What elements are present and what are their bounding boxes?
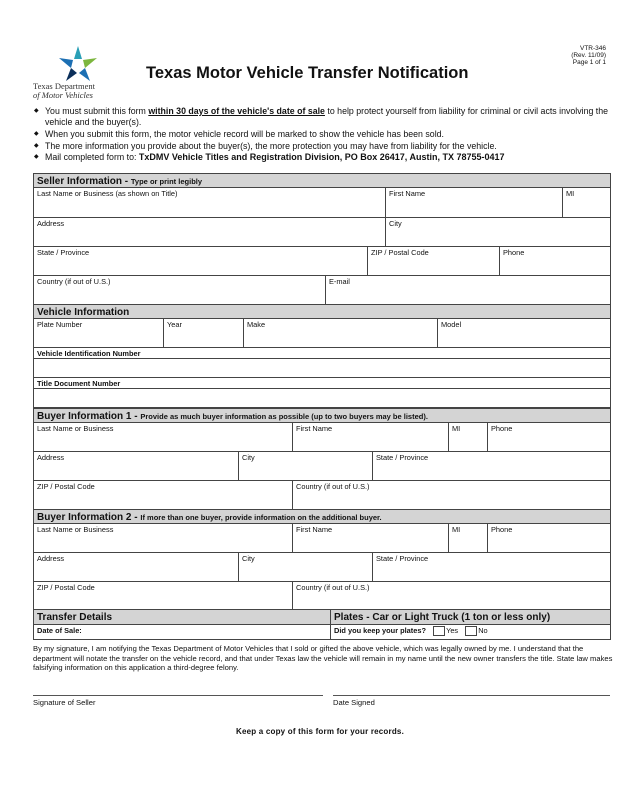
buyer2-country-field[interactable]: Country (if out of U.S.) [293,582,611,611]
section-note: Provide as much buyer information as possible (up to two buyers may be listed). [140,412,428,421]
agency-line-2: of Motor Vehicles [33,90,93,100]
seller-mi-field[interactable]: MI [563,188,611,218]
instruction-item [34,152,614,163]
instruction-text: Mail completed form to: [45,152,139,163]
seller-signature-label: Signature of Seller [33,698,96,707]
section-title: Seller Information - [37,176,131,187]
seller-state-field[interactable]: State / Province [34,247,368,276]
buyer1-mi-field[interactable]: MI [449,423,488,452]
agency-name [33,82,95,100]
instruction-item [34,141,614,152]
vin-field[interactable] [34,359,611,378]
date-of-sale-field[interactable] [34,625,331,640]
seller-city-field[interactable]: City [386,218,611,247]
seller-email-field[interactable]: E-mail [326,276,611,305]
instruction-text: to help protect yourself from liability for criminal or civil acts involving the vehicle and the buyer(s). [45,106,609,128]
buyer1-state-field[interactable]: State / Province [373,452,611,481]
buyer1-last-name-field[interactable]: Last Name or Business [34,423,293,452]
buyer1-first-name-field[interactable]: First Name [293,423,449,452]
vehicle-year-field[interactable]: Year [164,319,244,348]
form-revision: (Rev. 11/09) [571,52,606,59]
vehicle-model-field[interactable]: Model [438,319,611,348]
buyer2-state-field[interactable]: State / Province [373,553,611,582]
instruction-list [34,106,614,164]
instruction-item [34,129,614,140]
buyer1-country-field[interactable]: Country (if out of U.S.) [293,481,611,510]
vin-label: Vehicle Identification Number [34,348,611,359]
page-indicator: Page 1 of 1 [572,59,606,66]
section-note: Type or print legibly [130,177,203,186]
instruction-item [34,106,614,128]
certification-statement: By my signature, I am notifying the Texas Department of Motor Vehicles that I sold or gifted the above vehicle, which was legally owned by me. I understand that the department will notate the transfer on the vehicle record, and that under Texas law the vehicle will remain in my name until the new owner transfers the title. State law makes falsifying information on this application a third-degree felony. [33,644,613,673]
agency-line-1: Texas Department [33,81,95,91]
buyer2-phone-field[interactable]: Phone [488,524,611,553]
section-note: If more than one buyer, provide information on the additional buyer. [140,513,382,522]
seller-first-name-field[interactable]: First Name [386,188,563,218]
plates-section-header: Plates - Car or Light Truck (1 ton or less only) [331,610,611,625]
buyer1-section-header [34,409,611,423]
date-of-sale-label: Date of Sale: [37,626,82,635]
plates-yes-label: Yes [446,626,459,635]
buyer2-first-name-field[interactable]: First Name [293,524,449,553]
buyer2-zip-field[interactable]: ZIP / Postal Code [34,582,293,611]
seller-vehicle-table [33,173,611,408]
seller-signature-line[interactable] [33,695,323,707]
seller-zip-field[interactable]: ZIP / Postal Code [368,247,500,276]
form-title: Texas Motor Vehicle Transfer Notification [146,64,469,82]
seller-phone-field[interactable]: Phone [500,247,611,276]
section-title: Buyer Information 1 - [37,411,141,422]
buyer2-address-field[interactable]: Address [34,553,239,582]
title-document-field[interactable] [34,389,611,408]
deadline-emphasis: within 30 days of the vehicle's date of sale [148,106,325,116]
date-signed-label: Date Signed [333,698,375,707]
transfer-section-header: Transfer Details [34,610,331,625]
buyer1-phone-field[interactable]: Phone [488,423,611,452]
plate-number-field[interactable]: Plate Number [34,319,164,348]
buyer1-table [33,408,611,510]
plates-question-label: Did you keep your plates? [334,626,426,635]
instruction-text: You must submit this form [45,106,149,116]
footer-note: Keep a copy of this form for your records. [236,727,404,736]
buyer2-mi-field[interactable]: MI [449,524,488,553]
form-number: VTR-346 [579,45,606,52]
seller-section-header [34,174,611,188]
plates-kept-question [331,625,611,640]
instruction-text: When you submit this form, the motor vehicle record will be marked to show the vehicle has been sold. [45,128,444,139]
buyer2-last-name-field[interactable]: Last Name or Business [34,524,293,553]
transfer-table [33,609,611,640]
buyer1-address-field[interactable]: Address [34,452,239,481]
seller-address-field[interactable]: Address [34,218,386,247]
buyer2-section-header [34,510,611,524]
instruction-text: The more information you provide about the buyer(s), the more protection you may have from liability for the vehicle. [45,140,497,151]
buyer1-city-field[interactable]: City [239,452,373,481]
buyer2-table [33,509,611,611]
plates-yes-checkbox[interactable] [433,626,445,636]
vehicle-section-header: Vehicle Information [34,305,611,319]
plates-no-checkbox[interactable] [465,626,477,636]
buyer1-zip-field[interactable]: ZIP / Postal Code [34,481,293,510]
vehicle-make-field[interactable]: Make [244,319,438,348]
mailing-address: TxDMV Vehicle Titles and Registration Division, PO Box 26417, Austin, TX 78755-0417 [138,152,505,163]
buyer2-city-field[interactable]: City [239,553,373,582]
title-document-label: Title Document Number [34,378,611,389]
plates-no-label: No [478,626,488,635]
form-number-block [571,45,606,66]
date-signed-line[interactable] [333,695,610,707]
seller-last-name-field[interactable]: Last Name or Business (as shown on Title) [34,188,386,218]
section-title: Buyer Information 2 - [37,512,141,523]
seller-country-field[interactable]: Country (if out of U.S.) [34,276,326,305]
